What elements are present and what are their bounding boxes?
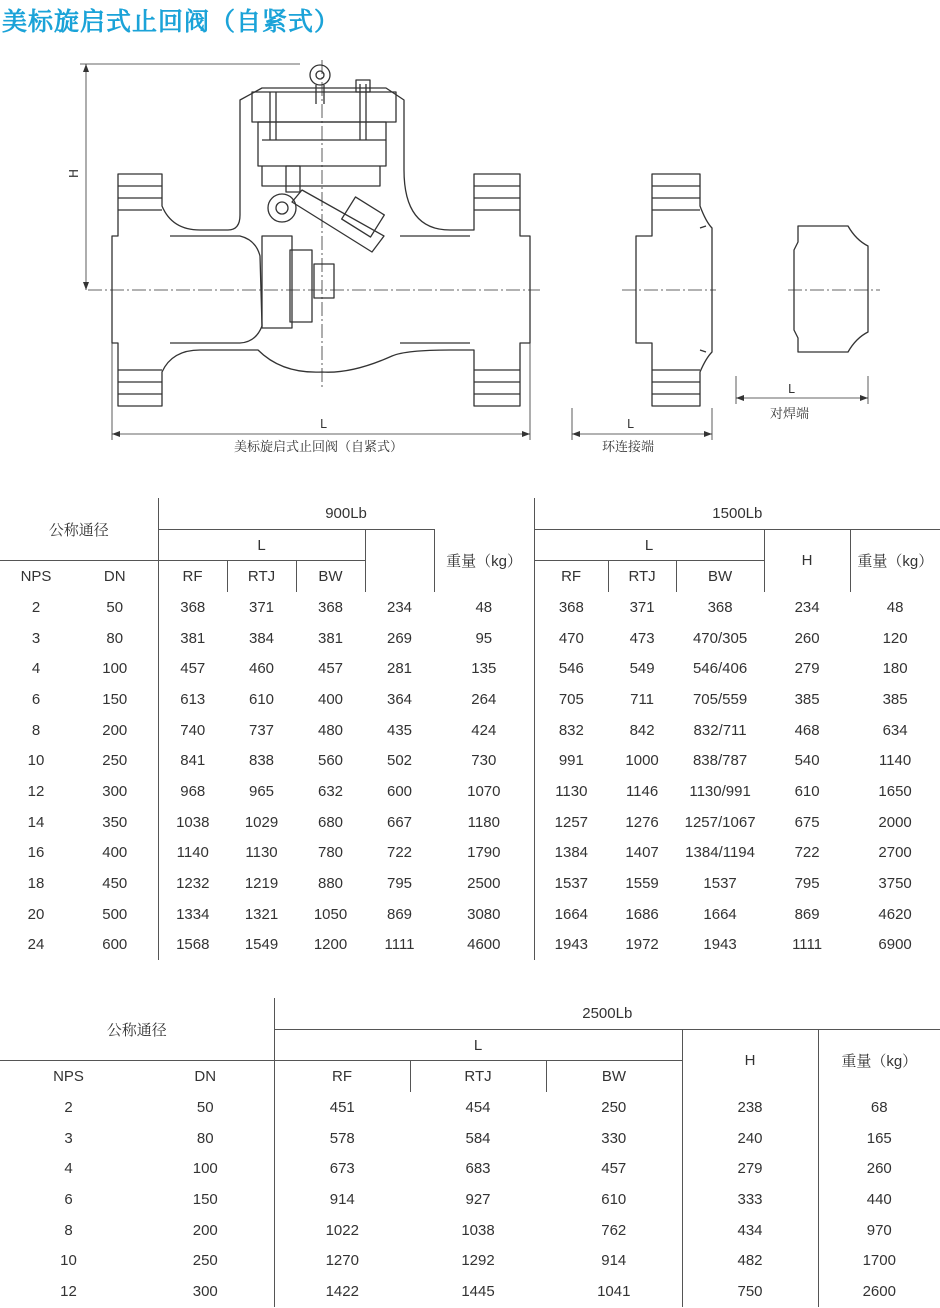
table-cell: 48 <box>886 598 904 616</box>
table-cell: 300 <box>102 783 128 801</box>
table-cell: 632 <box>318 783 344 801</box>
table-cell: 3080 <box>467 905 501 923</box>
nominal-size-header: 公称通径 <box>48 521 109 539</box>
table-cell: 50 <box>196 1098 214 1116</box>
table-cell: 737 <box>249 721 275 739</box>
table-cell: 200 <box>192 1221 218 1239</box>
table-cell: 705 <box>534 684 608 715</box>
rf-900-header: RF <box>158 561 227 592</box>
table-cell: 1232 <box>158 868 227 899</box>
table-cell: 970 <box>818 1215 940 1246</box>
table-cell: 1568 <box>158 930 227 961</box>
table-cell: 468 <box>794 721 820 739</box>
spec-table-2500 <box>0 998 940 1307</box>
table-cell: 914 <box>601 1252 627 1270</box>
class-2500-header: 2500Lb <box>274 998 940 1029</box>
l-2500-header: L <box>274 1029 682 1061</box>
table-cell: 1029 <box>244 813 279 831</box>
table-cell: 10 <box>60 1252 77 1270</box>
table-cell: 780 <box>318 844 344 862</box>
table-cell: 385 <box>882 690 908 708</box>
table-cell: 3 <box>64 1129 73 1147</box>
table-cell: 711 <box>630 690 655 708</box>
table-cell: 1334 <box>158 899 227 930</box>
page-title: 美标旋启式止回阀（自紧式） <box>2 7 341 36</box>
table-cell: 250 <box>601 1098 627 1116</box>
table-cell: 451 <box>274 1092 410 1123</box>
table-cell: 2 <box>31 598 41 616</box>
table-row <box>0 684 940 715</box>
table-row <box>0 746 940 777</box>
bw-end-caption: 对焊端 <box>770 407 810 422</box>
table-row <box>0 1123 940 1154</box>
table-cell: 1422 <box>274 1276 410 1307</box>
table-cell: 578 <box>274 1123 410 1154</box>
weight-900-header: 重量（kg） <box>434 529 534 592</box>
table-cell: 8 <box>31 721 41 739</box>
l-rtj-dimension-label: L <box>627 417 634 431</box>
class-1500-header: 1500Lb <box>534 498 940 529</box>
table-cell: 1664 <box>703 905 737 923</box>
rtj-1500-header: RTJ <box>608 561 676 592</box>
table-cell: 1140 <box>878 752 912 770</box>
table-cell: 1559 <box>625 875 659 893</box>
table-cell: 610 <box>794 783 820 801</box>
table-row <box>0 1276 940 1307</box>
l-1500-header: L <box>534 529 764 561</box>
table-cell: 371 <box>249 598 275 616</box>
table-cell: 667 <box>387 813 413 831</box>
table-cell: 250 <box>192 1252 218 1270</box>
dn-header-2: DN <box>137 1061 274 1092</box>
table-cell: 842 <box>629 721 655 739</box>
table-row <box>0 715 940 746</box>
rf-2500-header: RF <box>274 1061 410 1092</box>
table-cell: 1445 <box>461 1283 495 1301</box>
table-cell: 730 <box>471 752 497 770</box>
table-cell: 368 <box>534 592 608 623</box>
table-cell: 150 <box>192 1190 218 1208</box>
table-cell: 1650 <box>878 783 912 801</box>
table-cell: 368 <box>318 598 344 616</box>
table-row <box>0 653 940 684</box>
table-cell: 2 <box>64 1098 73 1116</box>
table-cell: 1000 <box>625 752 659 770</box>
table-cell: 1257 <box>534 807 608 838</box>
table-cell: 1180 <box>467 813 500 831</box>
table-cell: 705/559 <box>692 690 748 708</box>
table-cell: 1070 <box>467 783 501 801</box>
nps-header: NPS <box>0 561 72 592</box>
table-cell: 540 <box>794 752 820 770</box>
table-cell: 722 <box>387 844 413 862</box>
table-cell: 260 <box>794 629 820 647</box>
table-cell: 400 <box>318 690 344 708</box>
table-cell: 1111 <box>384 936 415 954</box>
table-cell: 3750 <box>878 875 912 893</box>
table-row <box>0 868 940 899</box>
table-cell: 371 <box>629 598 655 616</box>
table-cell: 613 <box>158 684 227 715</box>
table-cell: 16 <box>27 844 45 862</box>
table-cell: 750 <box>682 1276 818 1307</box>
table-cell: 838 <box>249 752 275 770</box>
table-cell: 1943 <box>703 936 737 954</box>
table-cell: 482 <box>682 1246 818 1277</box>
table-row <box>0 807 940 838</box>
table-cell: 12 <box>60 1283 77 1301</box>
table-cell: 368 <box>158 592 227 623</box>
table-cell: 10 <box>27 752 45 770</box>
l-main-dimension-label: L <box>320 417 327 431</box>
table-cell: 368 <box>707 598 733 616</box>
table-cell: 1257/1067 <box>684 813 756 831</box>
table-cell: 549 <box>629 660 655 678</box>
table-cell: 1219 <box>244 875 279 893</box>
table-cell: 1537 <box>703 875 737 893</box>
table-cell: 991 <box>534 746 608 777</box>
weight-2500-header: 重量（kg） <box>818 1029 940 1092</box>
table-cell: 4600 <box>467 936 501 954</box>
table-cell: 1384 <box>534 838 608 869</box>
table-cell: 600 <box>387 783 413 801</box>
table-cell: 2500 <box>467 875 501 893</box>
table-cell: 100 <box>192 1160 218 1178</box>
table-row <box>0 1246 940 1277</box>
table-cell: 869 <box>794 905 820 923</box>
table-cell: 673 <box>274 1153 410 1184</box>
table-cell: 300 <box>192 1283 218 1301</box>
table-cell: 381 <box>158 623 227 654</box>
table-cell: 120 <box>882 629 908 647</box>
bw-900-header: BW <box>296 561 365 592</box>
table-cell: 48 <box>475 598 493 616</box>
table-cell: 4 <box>64 1160 73 1178</box>
table-cell: 1130 <box>534 776 608 807</box>
nps-header-2: NPS <box>0 1061 137 1092</box>
table-cell: 965 <box>249 783 275 801</box>
table-cell: 150 <box>102 690 128 708</box>
class-900-header: 900Lb <box>158 498 534 529</box>
l-900-header: L <box>158 529 365 561</box>
table-cell: 838/787 <box>692 752 748 770</box>
table-cell: 1537 <box>534 868 608 899</box>
table-cell: 234 <box>794 598 820 616</box>
table-row <box>0 1092 940 1123</box>
table-cell: 400 <box>102 844 128 862</box>
table-cell: 1200 <box>313 936 348 954</box>
table-cell: 675 <box>794 813 820 831</box>
table-cell: 546/406 <box>692 660 748 678</box>
table-cell: 457 <box>158 653 227 684</box>
table-cell: 20 <box>27 905 45 923</box>
table-cell: 135 <box>471 660 497 678</box>
table-cell: 869 <box>387 905 413 923</box>
table-cell: 584 <box>465 1129 491 1147</box>
table-cell: 279 <box>794 660 820 678</box>
table-cell: 260 <box>818 1153 940 1184</box>
table-cell: 470 <box>534 623 608 654</box>
table-cell: 914 <box>274 1184 410 1215</box>
table-cell: 795 <box>794 875 820 893</box>
table-cell: 795 <box>387 875 413 893</box>
table-cell: 502 <box>387 752 413 770</box>
table-row <box>0 899 940 930</box>
nominal-size-header-2: 公称通径 <box>106 1021 167 1039</box>
table-cell: 762 <box>601 1221 627 1239</box>
table-cell: 333 <box>682 1184 818 1215</box>
table-cell: 2600 <box>818 1276 940 1307</box>
table-cell: 1140 <box>158 838 227 869</box>
table-cell: 424 <box>471 721 497 739</box>
table-cell: 927 <box>465 1190 491 1208</box>
rtj-2500-header: RTJ <box>410 1061 546 1092</box>
table-cell: 480 <box>318 721 344 739</box>
table-cell: 722 <box>794 844 820 862</box>
valve-body-outline <box>112 88 530 406</box>
table-cell: 880 <box>318 875 344 893</box>
table-cell: 1549 <box>244 936 279 954</box>
table-cell: 6900 <box>878 936 912 954</box>
table-cell: 3 <box>31 629 41 647</box>
l-bw-dimension-label: L <box>788 382 795 396</box>
table-cell: 968 <box>158 776 227 807</box>
table-cell: 250 <box>102 752 128 770</box>
table-cell: 683 <box>465 1160 491 1178</box>
rf-1500-header: RF <box>534 561 608 592</box>
table-cell: 1130 <box>245 844 278 862</box>
table-cell: 279 <box>682 1153 818 1184</box>
table-cell: 6 <box>64 1190 73 1208</box>
h-dimension-label: H <box>67 168 81 178</box>
table-cell: 1130/991 <box>689 783 751 801</box>
table-cell: 165 <box>818 1123 940 1154</box>
table-cell: 1407 <box>625 844 659 862</box>
table-cell: 269 <box>387 629 413 647</box>
table-cell: 560 <box>318 752 344 770</box>
table-cell: 1790 <box>467 844 501 862</box>
table-cell: 50 <box>106 598 124 616</box>
table-cell: 1276 <box>625 813 659 831</box>
table-cell: 634 <box>882 721 908 739</box>
table-cell: 200 <box>102 721 128 739</box>
bw-end-outline <box>794 226 868 352</box>
table-row <box>0 1215 940 1246</box>
table-row <box>0 930 940 961</box>
table-cell: 80 <box>106 629 124 647</box>
table-cell: 1664 <box>534 899 608 930</box>
table-cell: 381 <box>318 629 344 647</box>
table-cell: 1111 <box>792 936 823 954</box>
table-cell: 14 <box>27 813 45 831</box>
table-cell: 238 <box>682 1092 818 1123</box>
table-cell: 832 <box>534 715 608 746</box>
table-cell: 457 <box>318 660 344 678</box>
table-cell: 1943 <box>534 930 608 961</box>
table-cell: 1686 <box>625 905 659 923</box>
table-cell: 24 <box>27 936 45 954</box>
table-cell: 2700 <box>878 844 912 862</box>
table-cell: 841 <box>158 746 227 777</box>
table-cell: 1038 <box>461 1221 495 1239</box>
bw-2500-header: BW <box>546 1061 682 1092</box>
bw-1500-header: BW <box>676 561 764 592</box>
table-cell: 500 <box>102 905 128 923</box>
rtj-900-header: RTJ <box>227 561 296 592</box>
table-cell: 434 <box>682 1215 818 1246</box>
table-row <box>0 592 940 623</box>
table-cell: 473 <box>629 629 655 647</box>
table-row <box>0 1153 940 1184</box>
h-900-header <box>365 529 434 592</box>
table-cell: 680 <box>318 813 344 831</box>
table-cell: 470/305 <box>692 629 748 647</box>
table-cell: 740 <box>158 715 227 746</box>
table-cell: 12 <box>27 783 45 801</box>
table-cell: 450 <box>102 875 128 893</box>
weight-1500-header: 重量（kg） <box>850 529 940 592</box>
table-row <box>0 776 940 807</box>
table-cell: 600 <box>102 936 128 954</box>
table-cell: 384 <box>249 629 275 647</box>
table-cell: 385 <box>794 690 820 708</box>
table-cell: 364 <box>387 690 413 708</box>
table-row <box>0 1184 940 1215</box>
table-cell: 460 <box>249 660 275 678</box>
table-cell: 435 <box>387 721 413 739</box>
table-cell: 1050 <box>313 905 348 923</box>
table-cell: 264 <box>471 690 497 708</box>
table-cell: 1321 <box>244 905 279 923</box>
table-cell: 1146 <box>625 783 659 801</box>
table-cell: 2000 <box>878 813 912 831</box>
table-cell: 457 <box>601 1160 627 1178</box>
h-2500-header: H <box>682 1029 818 1092</box>
table-cell: 1041 <box>597 1283 631 1301</box>
table-cell: 832/711 <box>693 721 747 739</box>
table-row <box>0 838 940 869</box>
spec-table-900-1500 <box>0 498 940 960</box>
table-cell: 234 <box>387 598 413 616</box>
table-cell: 18 <box>27 875 45 893</box>
table-cell: 546 <box>534 653 608 684</box>
table-cell: 6 <box>31 690 41 708</box>
table-cell: 240 <box>682 1123 818 1154</box>
table-cell: 1384/1194 <box>685 844 755 862</box>
table-cell: 610 <box>601 1190 627 1208</box>
table-cell: 281 <box>387 660 413 678</box>
table-cell: 610 <box>249 690 275 708</box>
table-cell: 1700 <box>818 1246 940 1277</box>
table-cell: 350 <box>102 813 128 831</box>
table-cell: 1972 <box>625 936 659 954</box>
table-cell: 440 <box>818 1184 940 1215</box>
table-cell: 68 <box>818 1092 940 1123</box>
valve-drawing <box>0 44 940 474</box>
table-cell: 4620 <box>878 905 912 923</box>
table-cell: 95 <box>475 629 493 647</box>
main-drawing-caption: 美标旋启式止回阀（自紧式） <box>234 440 404 455</box>
h-1500-header: H <box>764 529 850 592</box>
table-cell: 8 <box>64 1221 73 1239</box>
table-cell: 100 <box>102 660 128 678</box>
rtj-end-caption: 环连接端 <box>602 440 655 455</box>
table-cell: 330 <box>601 1129 627 1147</box>
table-cell: 454 <box>465 1098 491 1116</box>
table-cell: 1292 <box>461 1252 495 1270</box>
table-cell: 1038 <box>158 807 227 838</box>
table-cell: 1270 <box>274 1246 410 1277</box>
table-cell: 1022 <box>274 1215 410 1246</box>
table-row <box>0 623 940 654</box>
table-cell: 4 <box>31 660 41 678</box>
table-cell: 180 <box>882 660 908 678</box>
table-cell: 80 <box>196 1129 214 1147</box>
dn-header: DN <box>72 561 158 592</box>
